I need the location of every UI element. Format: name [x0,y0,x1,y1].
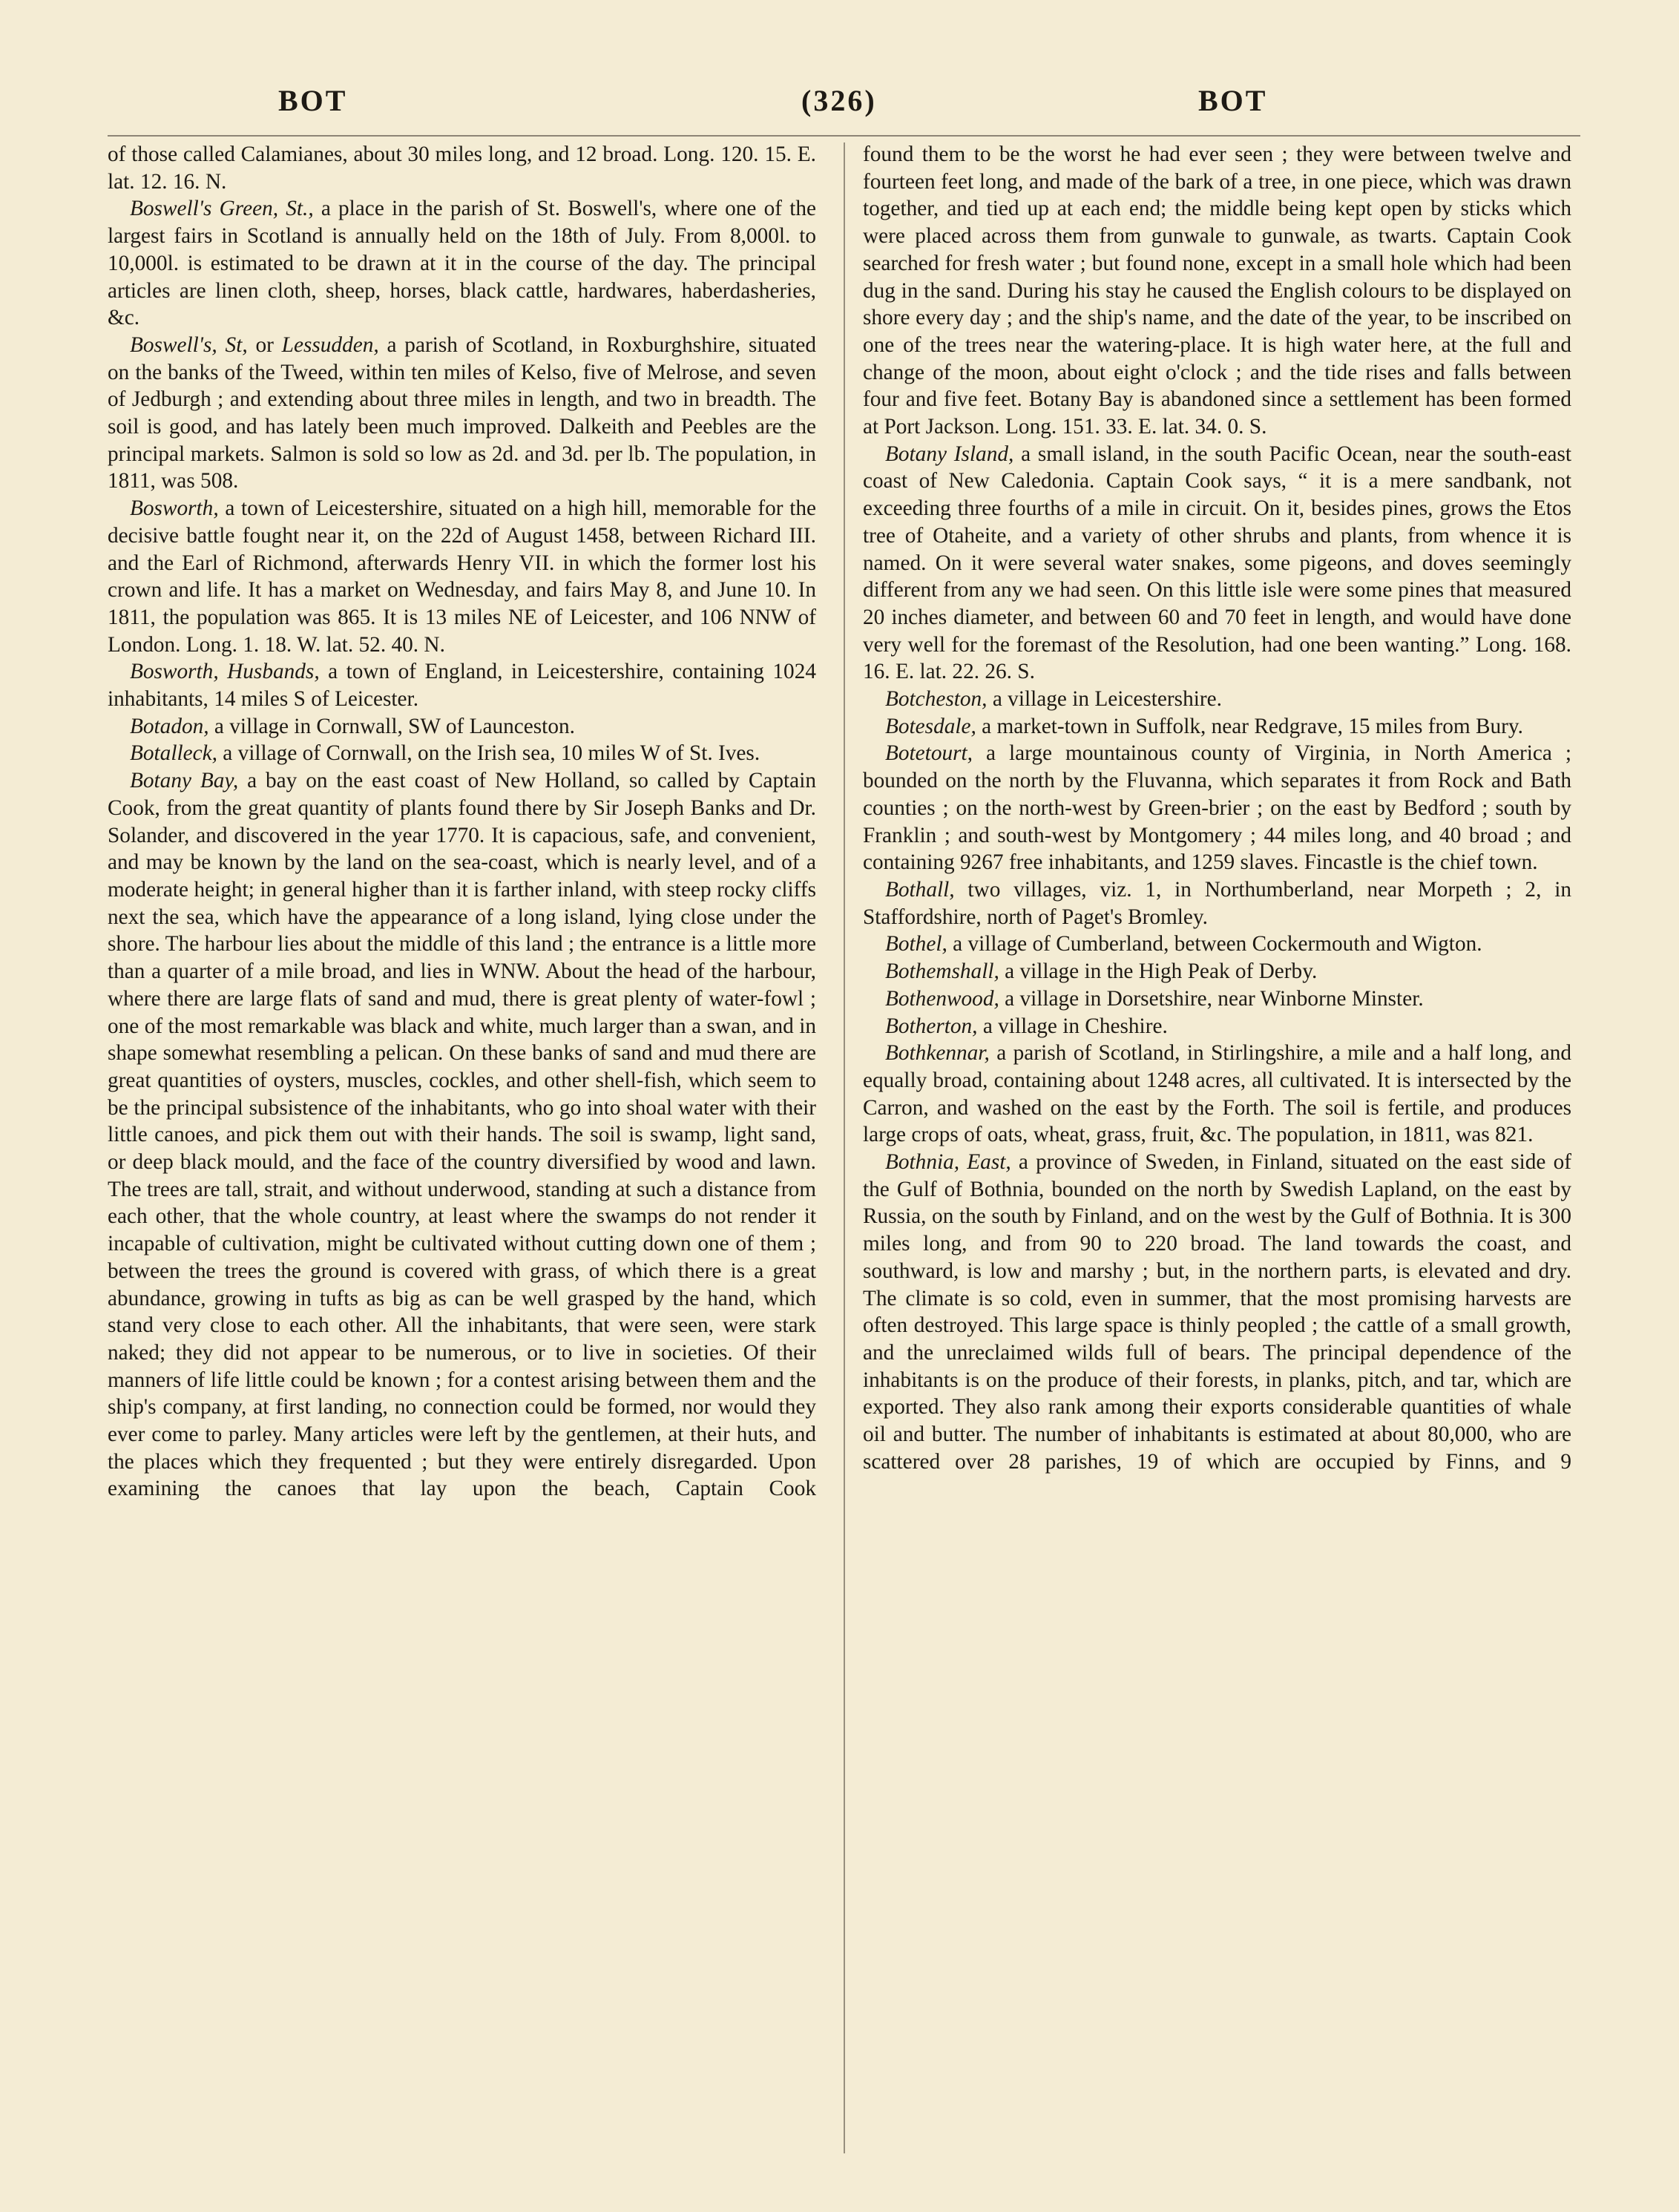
entry-headword: Botcheston, [885,687,988,712]
entry-headword: Botherton, [885,1014,978,1038]
entry-paragraph: Boswell's, St, or Lessudden, a parish of Scotland, in Roxburghshire, situated on the banks of the Tweed, within ten miles of Kelso, five of Melrose, and seven of Jedburgh ; and extending about three miles in length, and two in breadth. The soil is good, and has lately been much improved. Dalkeith and Peebles are the principal markets. Salmon is sold so low as 2d. and 3d. per lb. The population, in 1811, was 508. [108,332,816,493]
entry-paragraph: Botesdale, a market-town in Suffolk, near Redgrave, 15 miles from Bury. [885,714,1523,738]
page-number: (326) [801,84,877,117]
entry-paragraph: Botadon, a village in Cornwall, SW of Launceston. [130,714,575,738]
entry-headword: Botany Island, [885,442,1014,466]
entry-paragraph: Bothnia, East, a province of Sweden, in Finland, situated on the east side of the Gulf of Bothnia, bounded on the north by Swedish Lapland, on the east by Russia, on the south by Finland, and on the west by the Gulf of Bothnia. It is 300 miles long, and from 90 to 220 broad. The land towards the coast, and southward, is low and marshy ; but, in the northern parts, is elevated and dry. The climate is so cold, even in summer, that the most promising harvests are often destroyed. This large space is thinly peopled ; the cattle of a small growth, and the unreclaimed wilds full of bears. The principal dependence of the inhabitants is on the produce of their forests, in planks, pitch, and tar, which are exported. They also rank among their exports considerable quantities of whale oil and butter. The number of inhabitants is estimated at about 80,000, who are scattered over 28 parishes, 19 of which are occupied by Finns, and 9 [863,1150,1571,1474]
entry-paragraph: Botany Bay, a bay on the east coast of New Holland, so called by Captain Cook, from the great quantity of plants found there by Sir Joseph Banks and Dr. Solander, and discovered in the year 1770. It is capacious, safe, and convenient, and may be known by the land on the sea-coast, which is nearly level, and of a moderate height; in general higher than it is farther inland, with steep rocky cliffs next the sea, which have the appearance of a long island, lying close under the shore. The harbour lies about the middle of this land ; the entrance is a little more than a quarter of a mile broad, and lies in WNW. About the head of the harbour, where there are large flats of sand and mud, there is great plenty of water-fowl ; one of the most remarkable was black and white, much larger than a swan, and in shape somewhat resembling a pelican. On these banks of sand and mud there are great quantities of oysters, muscles, cockles, and other shell-fish, which seem to be the principal subsistence of the inhabitants, who go into shoal water with their little canoes, and pick them out with their hands. The soil is swamp, light sand, or deep black mould, and the face of the country diversified by wood and lawn. The trees are tall, strait, and without underwood, standing at such a distance from each other, that the whole country, at least where the swamps do not render it incapable of cultivation, might be cultivated without cutting down one of them ; between the trees the ground is covered with grass, of which there is a great abundance, growing in tufts as big as can be well grasped by the hand, which stand very close to each other. All the inhabitants, that were seen, were stark naked; they did not appear to be numerous, or to live in societies. Of their manners of life little could be known ; for a contest arising between them and the ship's company, at first landing, no connection could be formed, nor would they ever come to parley. Many articles were left by the gentlemen, at their huts, and the places which they frequented ; but they were entirely disregarded. Upon examining the canoes that lay upon the beach, Captain Cook [108,769,816,1501]
entry-headword: Botany Bay, [130,769,239,793]
entry-paragraph: Bosworth, a town of Leicestershire, situated on a high hill, memorable for the decisive battle fought near it, on the 22d of August 1458, between Richard III. and the Earl of Richmond, afterwards Henry VII. in which the former lost his crown and life. It has a market on Wednesday, and fairs May 8, and June 10. In 1811, the population was 865. It is 13 miles NE of Leicester, and 106 NNW of London. Long. 1. 18. W. lat. 52. 40. N. [108,496,816,657]
entry-paragraph: Bosworth, Husbands, a town of England, in Leicestershire, containing 1024 inhabitants, 14 miles S of Leicester. [108,660,816,712]
entry-paragraph: Botherton, a village in Cheshire. [885,1014,1168,1038]
column-divider [844,142,845,2153]
entry-paragraph: of those called Calamianes, about 30 miles long, and 12 broad. Long. 120. 15. E. lat. 12. 16. N. [108,142,816,194]
entry-paragraph: Bothkennar, a parish of Scotland, in Stirlingshire, a mile and a half long, and equally broad, containing about 1248 acres, all cultivated. It is intersected by the Carron, and washed on the east by the Forth. The soil is fertile, and produces large crops of oats, wheat, grass, fruit, &c. The population, in 1811, was 821. [863,1041,1571,1147]
entry-paragraph: Botalleck, a village of Cornwall, on the Irish sea, 10 miles W of St. Ives. [130,741,760,766]
entry-headword: Bothkennar, [885,1041,990,1066]
entry-headword: Botesdale, [885,714,976,738]
entry-paragraph: Botcheston, a village in Leicestershire. [885,687,1222,712]
header-left-word: BOT [278,84,348,117]
running-header [108,83,1580,128]
entry-headword-alt: Lessudden, [281,332,379,357]
entry-headword: Bosworth, Husbands, [130,660,320,684]
entry-paragraph: found them to be the worst he had ever seen ; they were between twelve and fourteen feet long, and made of the bark of a tree, in one piece, which was drawn together, and tied up at each end; the middle being kept open by sticks which were placed across them from gunwale to gunwale, as twarts. Captain Cook searched for fresh water ; but found none, except in a small hole which had been dug in the sand. During his stay he caused the English colours to be displayed on shore every day ; and the ship's name, and the date of the year, to be inscribed on one of the trees near the watering-place. It is high water here, at the full and change of the moon, about eight o'clock ; and the tide rises and falls between four and five feet. Botany Bay is abandoned since a settlement has been formed at Port Jackson. Long. 151. 33. E. lat. 34. 0. S. [863,142,1571,439]
entry-paragraph: Boswell's Green, St., a place in the parish of St. Boswell's, where one of the largest fairs in Scotland is annually held on the 18th of July. From 8,000l. to 10,000l. is estimated to be drawn at it in the course of the day. The principal articles are linen cloth, sheep, horses, black cattle, hardwares, haberdasheries, &c. [108,197,816,330]
entry-headword: Botetourt, [885,741,973,766]
entry-headword: Boswell's Green, St., [130,197,314,221]
entry-headword: Bothel, [885,932,947,956]
entry-paragraph: Botany Island, a small island, in the south Pacific Ocean, near the south-east coast of New Caledonia. Captain Cook says, “ it is a mere sandbank, not exceeding three fourths of a mile in circuit. On it, besides pines, grows the Etos tree of Otaheite, and a variety of other shrubs and plants, from whence it is named. On it were several water snakes, some pigeons, and doves seemingly different from any we had seen. On this little isle were some pines that measured 20 inches diameter, and between 60 and 70 feet in length, and would have done very well for the foremast of the Resolution, had one been wanting.” Long. 168. 16. E. lat. 22. 26. S. [863,442,1571,684]
entry-headword: Botalleck, [130,741,217,766]
entry-paragraph: Bothall, two villages, viz. 1, in Northumberland, near Morpeth ; 2, in Staffordshire, north of Paget's Bromley. [863,877,1571,929]
entry-headword: Bothall, [885,877,955,902]
entry-headword: Bosworth, [130,496,219,521]
header-rule [108,135,1580,137]
entry-headword: Bothnia, East, [885,1150,1011,1175]
header-right-word: BOT [1198,84,1268,117]
right-column [863,141,1571,2152]
entry-paragraph: Bothenwood, a village in Dorsetshire, near Winborne Minster. [885,986,1424,1011]
entry-headword: Bothemshall, [885,959,999,984]
entry-headword: Boswell's, St, [130,332,248,357]
left-column [108,141,816,2152]
entry-paragraph: Bothel, a village of Cumberland, between Cockermouth and Wigton. [885,932,1482,956]
entry-headword: Bothenwood, [885,986,999,1011]
entry-paragraph: Bothemshall, a village in the High Peak of Derby. [885,959,1318,984]
entry-headword: Botadon, [130,714,209,738]
entry-paragraph: Botetourt, a large mountainous county of Virginia, in North America ; bounded on the north by the Fluvanna, which separates it from Rock and Bath counties ; on the north-west by Green-brier ; on the east by Bedford ; south by Franklin ; and south-west by Montgomery ; 44 miles long, and 40 broad ; and containing 9267 free inhabitants, and 1259 slaves. Fincastle is the chief town. [863,741,1571,875]
